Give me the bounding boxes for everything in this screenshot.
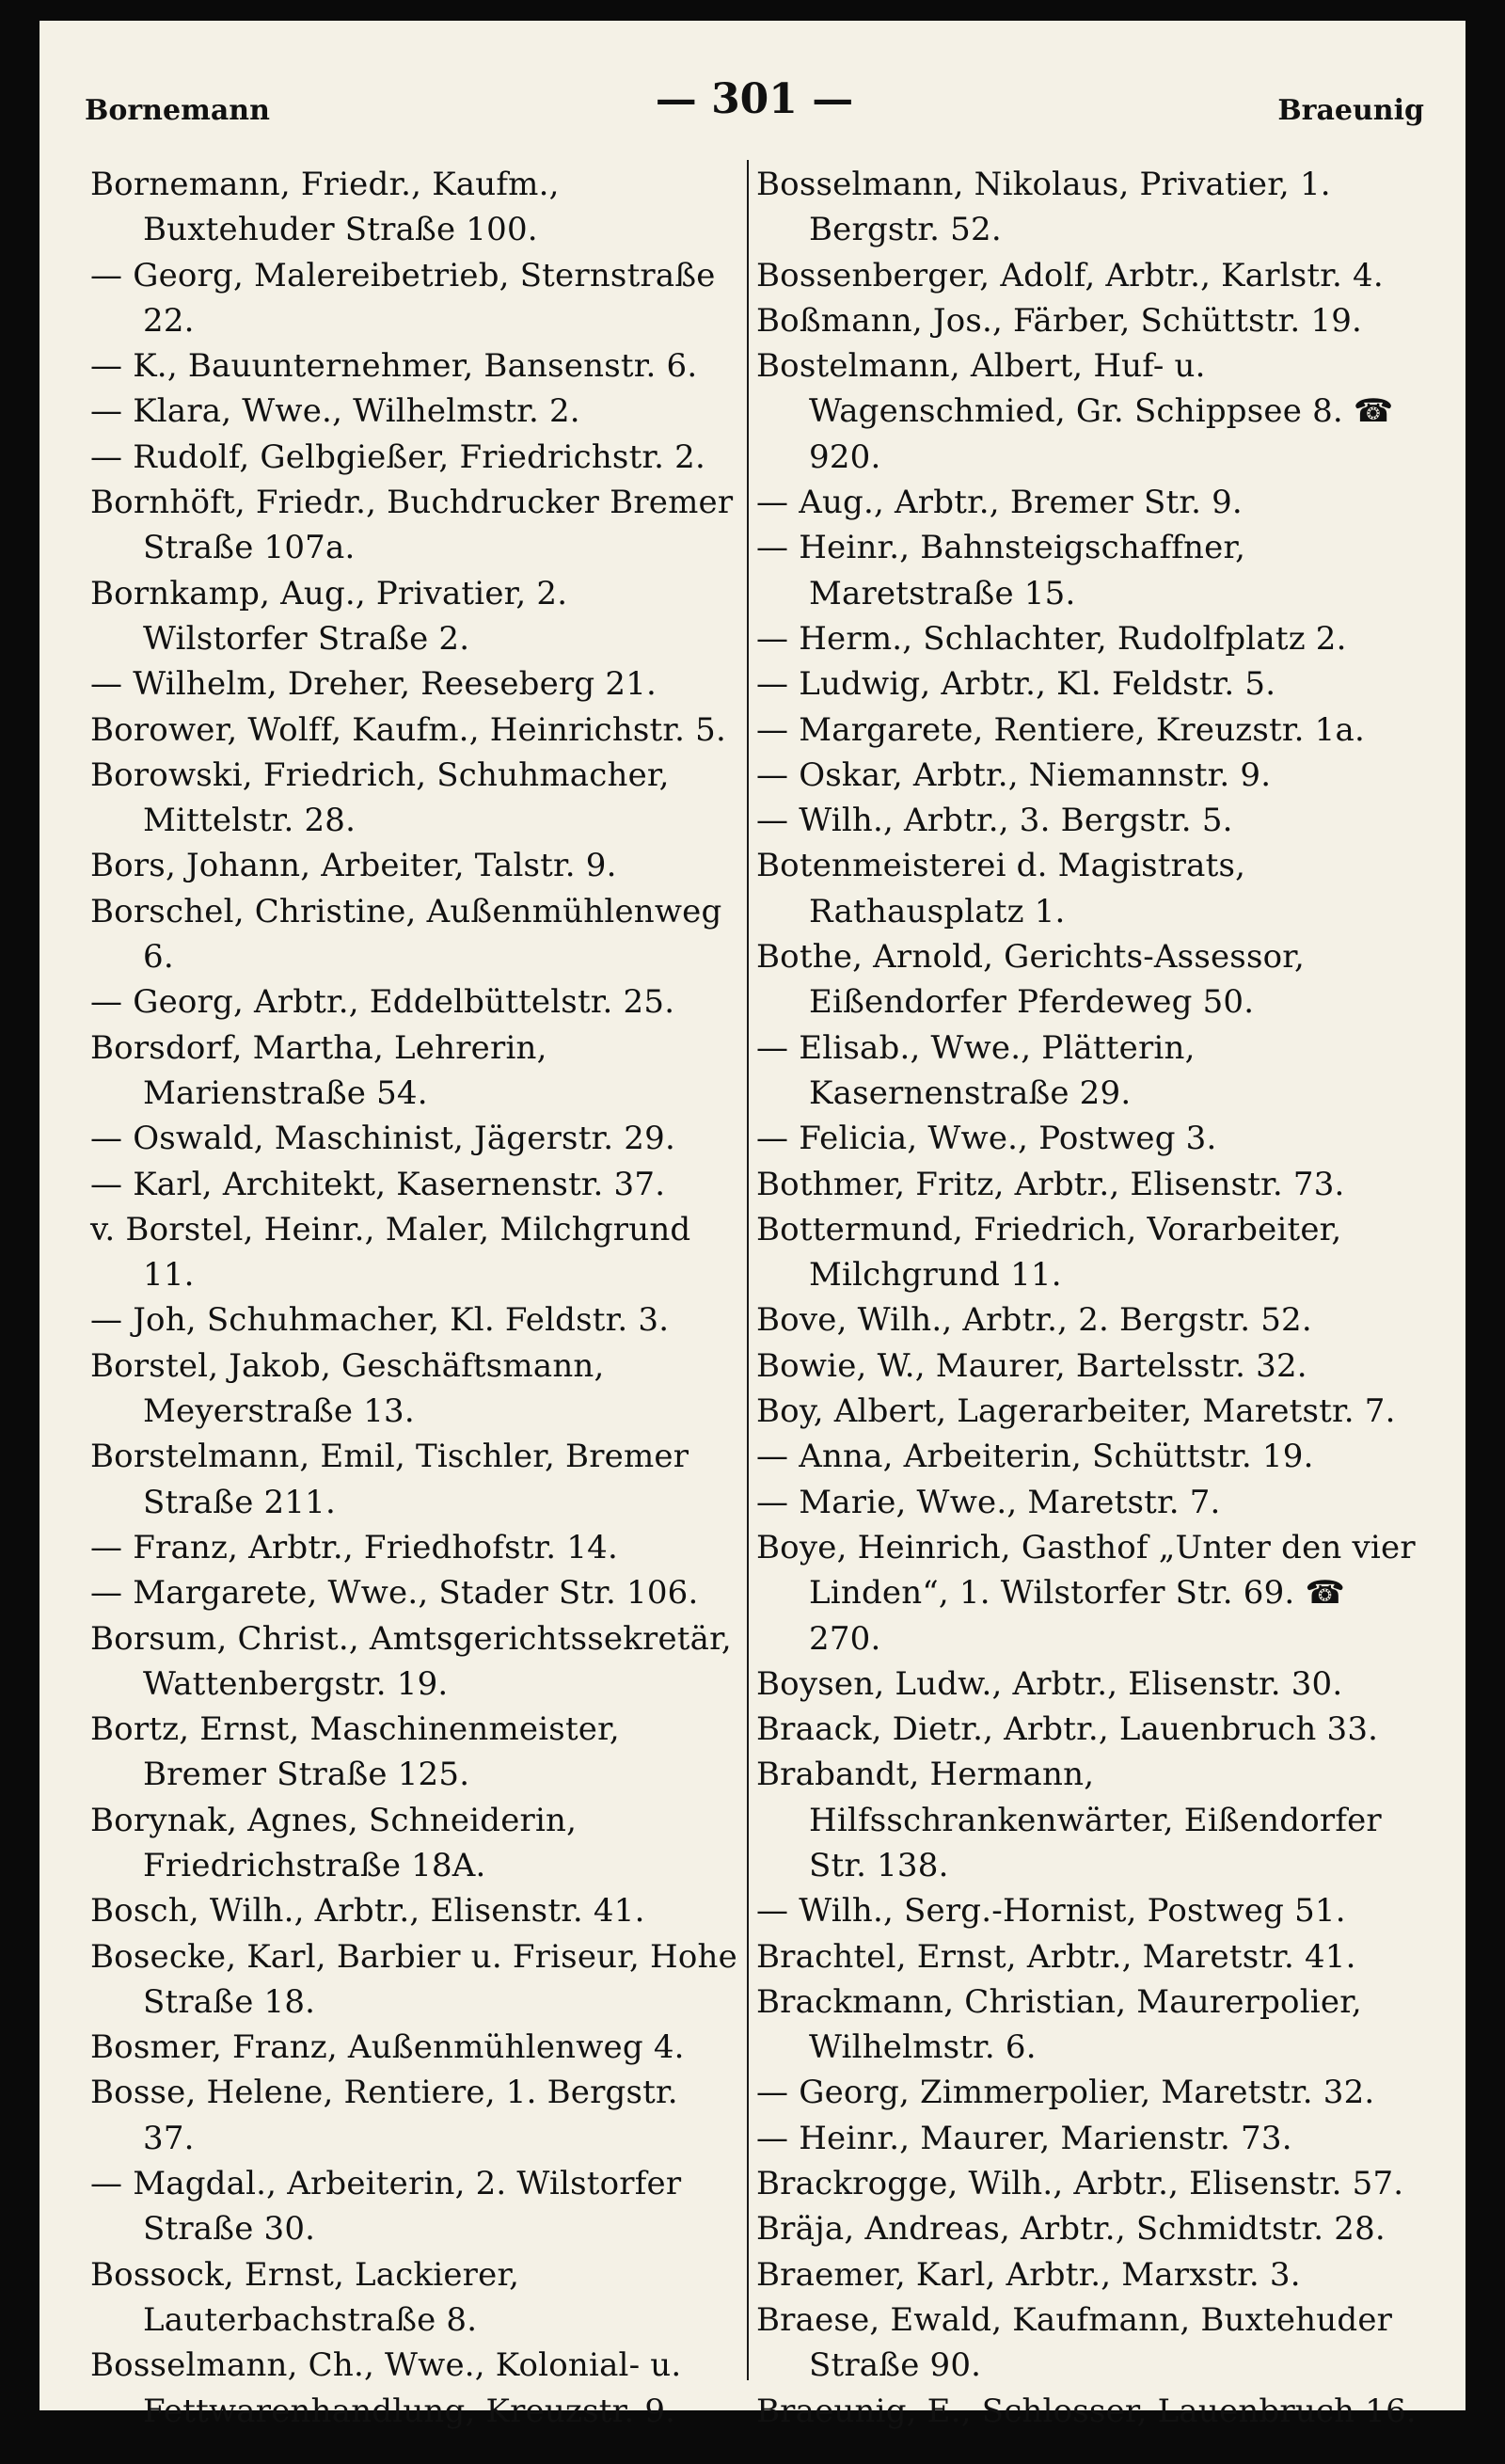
directory-entry: Bornemann, Friedr., Kaufm., Buxtehuder Straße 100. <box>90 166 560 249</box>
directory-entry: Braack, Dietr., Arbtr., Lauenbruch 33. <box>756 1710 1379 1749</box>
directory-entry: Bostelmann, Albert, Huf- u. Wagenschmied, Gr. Schippsee 8. ☎ 920. <box>756 347 1394 476</box>
directory-entry: — Heinr., Maurer, Marienstr. 73. <box>756 2119 1292 2157</box>
directory-entry: — Georg, Arbtr., Eddelbüttelstr. 25. <box>90 983 675 1022</box>
directory-entry: — Franz, Arbtr., Friedhofstr. 14. <box>90 1528 618 1566</box>
directory-entry: — Ludwig, Arbtr., Kl. Feldstr. 5. <box>756 665 1276 704</box>
directory-entry: Borowski, Friedrich, Schuhmacher, Mittelstr. 28. <box>90 755 670 840</box>
directory-entry: — Karl, Architekt, Kasernenstr. 37. <box>90 1165 666 1203</box>
directory-entry: Bossock, Ernst, Lackierer, Lauterbachstraße 8. <box>90 2255 520 2339</box>
directory-entry: Bosselmann, Nikolaus, Privatier, 1. Bergstr. 52. <box>756 166 1331 249</box>
directory-entry: Braeunig, E., Schlosser, Lauenbruch 16. <box>756 2392 1417 2430</box>
directory-entry: Bors, Johann, Arbeiter, Talstr. 9. <box>90 847 617 885</box>
directory-entry: Bornkamp, Aug., Privatier, 2. Wilstorfer Straße 2. <box>90 574 568 658</box>
directory-entry: Bornhöft, Friedr., Buchdrucker Bremer Straße 107a. <box>90 484 734 567</box>
directory-entry: — K., Bauunternehmer, Bansenstr. 6. <box>90 347 698 386</box>
left-column <box>90 162 739 2434</box>
directory-entry: Botenmeisterei d. Magistrats, Rathausplatz 1. <box>756 847 1246 930</box>
directory-entry: — Magdal., Arbeiterin, 2. Wilstorfer Straße 30. <box>90 2165 682 2249</box>
directory-entry: Borstel, Jakob, Geschäftsmann, Meyerstraße 13. <box>90 1346 605 1431</box>
directory-entry: — Wilhelm, Dreher, Reeseberg 21. <box>90 665 657 704</box>
directory-entry: — Felicia, Wwe., Postweg 3. <box>756 1120 1217 1158</box>
directory-entry: Bosmer, Franz, Außenmühlenweg 4. <box>90 2028 685 2067</box>
directory-entry: Bowie, W., Maurer, Bartelsstr. 32. <box>756 1346 1307 1385</box>
directory-entry: Boysen, Ludw., Arbtr., Elisenstr. 30. <box>756 1664 1343 1703</box>
directory-entry: Bothmer, Fritz, Arbtr., Elisenstr. 73. <box>756 1165 1345 1203</box>
directory-entry: — Wilh., Serg.-Hornist, Postweg 51. <box>756 1892 1346 1931</box>
directory-entry: Boye, Heinrich, Gasthof „Unter den vier Linden“, 1. Wilstorfer Str. 69. ☎ 270. <box>756 1528 1416 1658</box>
directory-entry: — Marie, Wwe., Maretstr. 7. <box>756 1483 1221 1521</box>
directory-entry: Braemer, Karl, Arbtr., Marxstr. 3. <box>756 2255 1301 2294</box>
directory-entry: — Georg, Malereibetrieb, Sternstraße 22. <box>90 256 716 340</box>
directory-entry: Bossenberger, Adolf, Arbtr., Karlstr. 4. <box>756 256 1384 294</box>
directory-entry: — Herm., Schlachter, Rudolfplatz 2. <box>756 619 1347 658</box>
directory-entry: Bottermund, Friedrich, Vorarbeiter, Milchgrund 11. <box>756 1210 1342 1295</box>
directory-entry: Braese, Ewald, Kaufmann, Buxtehuder Straße 90. <box>756 2300 1393 2385</box>
directory-entry: Bove, Wilh., Arbtr., 2. Bergstr. 52. <box>756 1301 1312 1340</box>
directory-entry: — Margarete, Rentiere, Kreuzstr. 1a. <box>756 710 1365 749</box>
directory-entry: Bosse, Helene, Rentiere, 1. Bergstr. 37. <box>90 2074 678 2157</box>
directory-entry: Bosselmann, Ch., Wwe., Kolonial- u. Fettwarenhandlung, Kreuzstr. 9. <box>90 2346 682 2430</box>
directory-entry: Bosecke, Karl, Barbier u. Friseur, Hohe Straße 18. <box>90 1937 737 2021</box>
directory-entry: Brackrogge, Wilh., Arbtr., Elisenstr. 57. <box>756 2165 1404 2203</box>
directory-entry: — Klara, Wwe., Wilhelmstr. 2. <box>90 392 580 431</box>
page-number: — 301 — <box>655 75 854 123</box>
directory-entry: Brackmann, Christian, Maurerpolier, Wilhelmstr. 6. <box>756 1982 1362 2067</box>
directory-entry: Borschel, Christine, Außenmühlenweg 6. <box>90 892 722 977</box>
directory-entry: — Heinr., Bahnsteigschaffner, Maretstraße 15. <box>756 529 1246 612</box>
directory-entry: — Aug., Arbtr., Bremer Str. 9. <box>756 484 1243 522</box>
directory-entry: Borstelmann, Emil, Tischler, Bremer Straße 211. <box>90 1438 689 1521</box>
directory-entry: Bortz, Ernst, Maschinenmeister, Bremer Straße 125. <box>90 1710 620 1794</box>
directory-entry: Boy, Albert, Lagerarbeiter, Maretstr. 7. <box>756 1392 1396 1431</box>
directory-entry: — Oswald, Maschinist, Jägerstr. 29. <box>90 1120 675 1158</box>
directory-entry: Borower, Wolff, Kaufm., Heinrichstr. 5. <box>90 710 726 749</box>
directory-entry: Borynak, Agnes, Schneiderin, Friedrichstraße 18A. <box>90 1801 578 1884</box>
directory-entry: — Elisab., Wwe., Plätterin, Kasernenstraße 29. <box>756 1028 1196 1112</box>
directory-entry: v. Borstel, Heinr., Maler, Milchgrund 11. <box>90 1210 691 1295</box>
directory-entry: — Anna, Arbeiterin, Schüttstr. 19. <box>756 1438 1314 1476</box>
directory-entry: — Georg, Zimmerpolier, Maretstr. 32. <box>756 2074 1375 2112</box>
page-header <box>85 75 1424 141</box>
header-right-keyword: Braeunig <box>1277 94 1424 127</box>
directory-entry: Boßmann, Jos., Färber, Schüttstr. 19. <box>756 301 1363 340</box>
directory-entry: Brabandt, Hermann, Hilfsschrankenwärter, Eißendorfer Str. 138. <box>756 1756 1382 1884</box>
directory-page <box>40 21 1465 2430</box>
directory-entry: — Wilh., Arbtr., 3. Bergstr. 5. <box>756 802 1233 840</box>
directory-entry: Bothe, Arnold, Gerichts-Assessor, Eißendorfer Pferdeweg 50. <box>756 938 1305 1022</box>
directory-entry: — Margarete, Wwe., Stader Str. 106. <box>90 1574 699 1613</box>
directory-entry: Bosch, Wilh., Arbtr., Elisenstr. 41. <box>90 1892 645 1931</box>
right-column <box>756 162 1426 2434</box>
directory-entry: — Rudolf, Gelbgießer, Friedrichstr. 2. <box>90 437 705 476</box>
directory-entry: Brachtel, Ernst, Arbtr., Maretstr. 41. <box>756 1937 1356 1976</box>
directory-entry: Bräja, Andreas, Arbtr., Schmidtstr. 28. <box>756 2210 1386 2249</box>
directory-entry: — Oskar, Arbtr., Niemannstr. 9. <box>756 755 1272 794</box>
directory-entry: Borsdorf, Martha, Lehrerin, Marienstraße 54. <box>90 1028 547 1112</box>
column-divider <box>747 160 749 2380</box>
directory-entry: Borsum, Christ., Amtsgerichtssekretär, Wattenbergstr. 19. <box>90 1619 732 1703</box>
directory-entry: — Joh, Schuhmacher, Kl. Feldstr. 3. <box>90 1301 670 1340</box>
header-left-keyword: Bornemann <box>85 94 270 127</box>
